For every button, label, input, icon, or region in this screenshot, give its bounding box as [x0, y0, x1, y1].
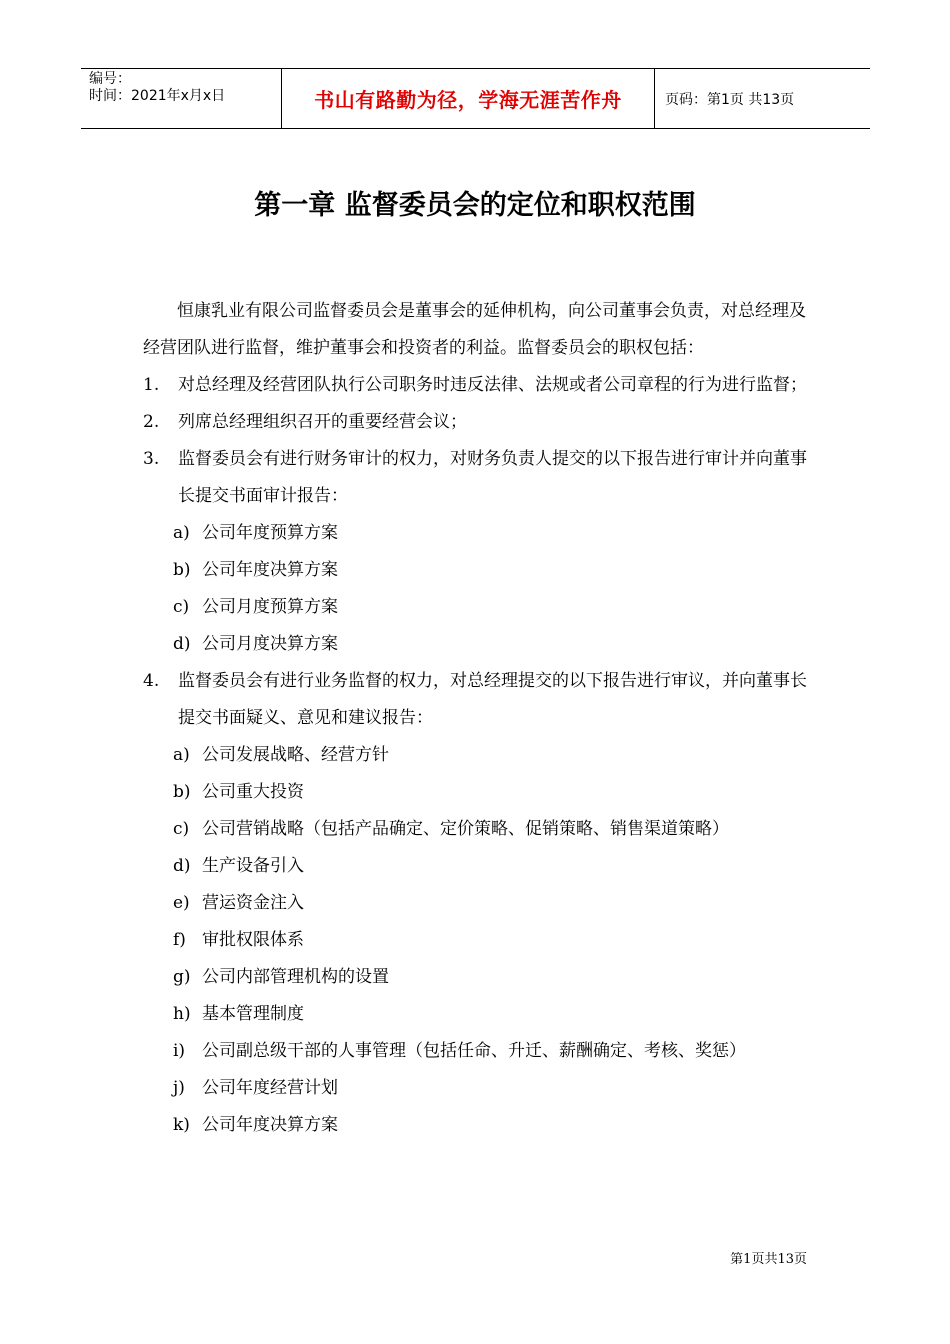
sub-list-item [173, 1033, 811, 1070]
list-item-text: 列席总经理组织召开的重要经营会议； [178, 412, 467, 432]
sub-item-text: 公司年度经营计划 [202, 1078, 338, 1098]
sub-item-text: 公司重大投资 [202, 782, 304, 802]
sub-item-letter: i) [173, 1041, 186, 1061]
sub-list-item [173, 626, 811, 663]
page-footer: 第1页共13页 [730, 1252, 807, 1267]
list-item [143, 441, 811, 515]
page-header [81, 68, 870, 129]
sub-item-letter: a) [173, 745, 190, 765]
sub-item-letter: c) [173, 597, 190, 617]
list-item-number: 4. [143, 671, 160, 691]
sub-list-item [173, 737, 811, 774]
sub-list-item [173, 811, 811, 848]
sub-item-text: 公司副总级干部的人事管理（包括任命、升迁、薪酬确定、考核、奖惩） [202, 1041, 746, 1061]
sub-item-text: 公司发展战略、经营方针 [202, 745, 389, 765]
sub-list-item [173, 848, 811, 885]
sub-item-letter: d) [173, 856, 191, 876]
sub-list-item [173, 1070, 811, 1107]
sub-item-letter: a) [173, 523, 190, 543]
list-item [143, 404, 811, 441]
sub-item-letter: d) [173, 634, 191, 654]
sub-item-text: 公司内部管理机构的设置 [202, 967, 389, 987]
sub-item-letter: f) [173, 930, 186, 950]
sub-list-item [173, 959, 811, 996]
sub-item-letter: c) [173, 819, 190, 839]
sub-list-item [173, 552, 811, 589]
sub-list-item [173, 1107, 811, 1144]
list-item [143, 367, 811, 404]
list-item-number: 3. [143, 449, 160, 469]
sub-item-text: 基本管理制度 [202, 1004, 304, 1024]
sub-item-text: 公司年度决算方案 [202, 560, 338, 580]
sub-item-letter: e) [173, 893, 190, 913]
sub-item-letter: k) [173, 1115, 190, 1135]
sub-list-item [173, 885, 811, 922]
sub-list-item [173, 996, 811, 1033]
list-item-number: 2. [143, 412, 160, 432]
sub-item-text: 生产设备引入 [202, 856, 304, 876]
sub-list-item [173, 515, 811, 552]
sub-item-text: 公司年度预算方案 [202, 523, 338, 543]
list-item [143, 663, 811, 737]
sub-item-text: 营运资金注入 [202, 893, 304, 913]
sub-item-text: 公司年度决算方案 [202, 1115, 338, 1135]
intro-paragraph: 恒康乳业有限公司监督委员会是董事会的延伸机构，向公司董事会负责，对总经理及经营团队进行监督，维护董事会和投资者的利益。监督委员会的职权包括： [143, 301, 806, 358]
sub-item-letter: j) [173, 1078, 185, 1098]
sub-item-text: 审批权限体系 [202, 930, 304, 950]
header-motto: 书山有路勤为径，学海无涯苦作舟 [282, 69, 655, 128]
chapter-title: 第一章 监督委员会的定位和职权范围 [254, 190, 696, 221]
header-meta [81, 69, 282, 128]
document-time: 时间：2021年x月x日 [89, 88, 226, 104]
sub-list-item [173, 922, 811, 959]
sub-item-letter: g) [173, 967, 191, 987]
sub-item-letter: b) [173, 560, 191, 580]
document-number: 编号： [89, 71, 131, 87]
sub-list-item [173, 774, 811, 811]
sub-item-letter: h) [173, 1004, 191, 1024]
list-item-text: 对总经理及经营团队执行公司职务时违反法律、法规或者公司章程的行为进行监督； [178, 375, 807, 395]
sub-item-text: 公司营销战略（包括产品确定、定价策略、促销策略、销售渠道策略） [202, 819, 729, 839]
sub-item-text: 公司月度预算方案 [202, 597, 338, 617]
list-item-text: 监督委员会有进行业务监督的权力，对总经理提交的以下报告进行审议，并向董事长提交书面疑义、意见和建议报告： [178, 671, 807, 728]
list-item-text: 监督委员会有进行财务审计的权力，对财务负责人提交的以下报告进行审计并向董事长提交书面审计报告： [178, 449, 807, 506]
sub-list-item [173, 589, 811, 626]
sub-item-text: 公司月度决算方案 [202, 634, 338, 654]
sub-item-letter: b) [173, 782, 191, 802]
header-page-info: 页码：第1页 共13页 [665, 91, 795, 108]
document-body [143, 293, 811, 1144]
list-item-number: 1. [143, 375, 160, 395]
